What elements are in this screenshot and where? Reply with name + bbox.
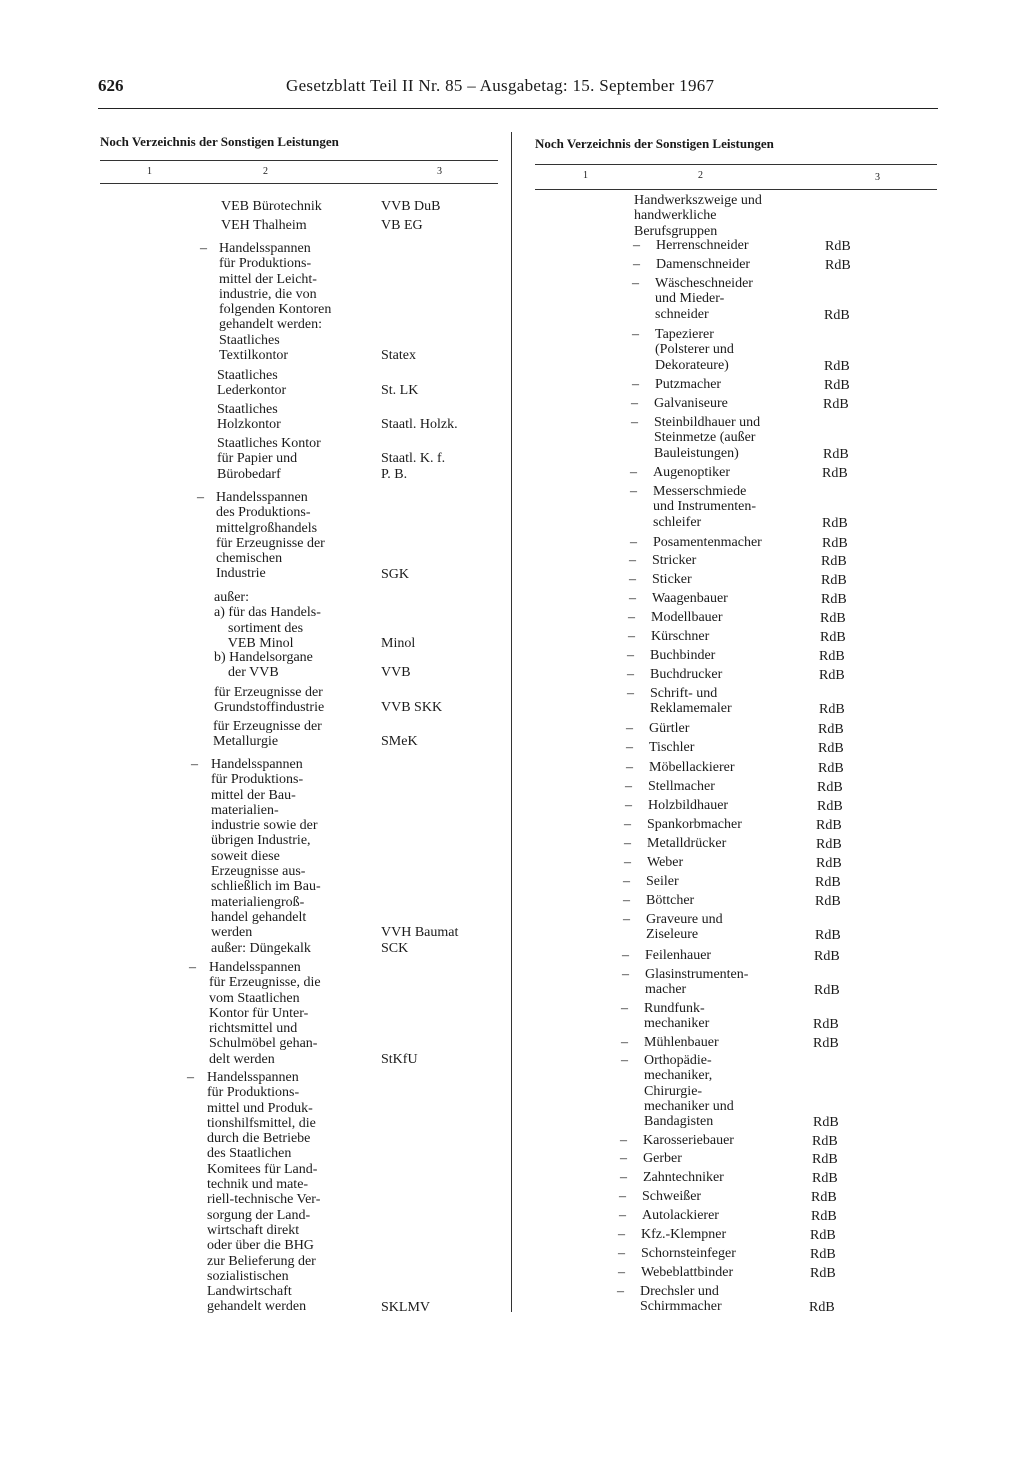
- right-entry-code: RdB: [810, 1266, 836, 1281]
- right-table-header-rule: [535, 189, 937, 190]
- right-entry-code: RdB: [809, 1300, 835, 1316]
- left-entry-text: für Erzeugnisse der Metallurgie: [213, 719, 322, 750]
- right-entry-code: RdB: [813, 1115, 839, 1131]
- right-entry-text: Modellbauer: [651, 610, 723, 625]
- right-entry-code: RdB: [814, 949, 840, 964]
- dash-marker: –: [621, 1035, 628, 1050]
- right-entry-code: RdB: [821, 554, 847, 569]
- left-entry-code: VVB: [381, 665, 411, 681]
- dash-marker: –: [630, 484, 637, 499]
- right-colnum-3: 3: [875, 172, 880, 183]
- dash-marker: –: [622, 967, 629, 982]
- left-entry-text: Staatliches Kontor für Papier und Bürobedarf: [217, 436, 321, 482]
- right-entry-code: RdB: [819, 649, 845, 664]
- column-divider: [511, 132, 512, 1312]
- right-entry-code: RdB: [818, 741, 844, 756]
- left-entry-code: Minol: [381, 635, 416, 651]
- left-colnum-1: 1: [147, 166, 152, 177]
- right-entry-text: Stricker: [652, 553, 697, 568]
- dash-marker: –: [627, 648, 634, 663]
- left-entry-text: für Erzeugnisse der Grundstoffindustrie: [214, 685, 325, 716]
- right-entry-code: RdB: [812, 1171, 838, 1186]
- left-entry-code: Staatl. Holzk.: [381, 417, 458, 433]
- left-entry-text: VEB Bürotechnik: [221, 199, 322, 214]
- left-entry-text: außer: a) für das Handels- sortiment des VEB Minol: [214, 590, 321, 651]
- right-entry-text: Waagenbauer: [652, 591, 728, 606]
- dash-marker: –: [619, 1208, 626, 1223]
- right-entry-code: RdB: [819, 668, 845, 683]
- dash-marker: –: [620, 1151, 627, 1166]
- dash-marker: –: [624, 817, 631, 832]
- dash-marker: –: [629, 572, 636, 587]
- right-entry-code: RdB: [812, 1152, 838, 1167]
- right-entry-code: RdB: [824, 378, 850, 393]
- right-entry-text: Stellmacher: [648, 779, 715, 794]
- right-entry-code: RdB: [813, 1017, 839, 1033]
- right-entry-text: Wäscheschneider und Mieder- schneider: [655, 276, 753, 322]
- right-entry-text: Buchdrucker: [650, 667, 723, 682]
- dash-marker: –: [626, 721, 633, 736]
- right-entry-text: Galvaniseure: [654, 396, 728, 411]
- right-entry-text: Holzbildhauer: [648, 798, 729, 813]
- left-entry-text: Handelsspannen für Erzeugnisse, die vom Staatlichen Kontor für Unter- richtsmittel und Schulmöbel gehan- delt werden: [209, 960, 321, 1067]
- right-entry-text: Feilenhauer: [645, 948, 712, 963]
- right-entry-text: Posamentenmacher: [653, 535, 762, 550]
- right-entry-code: RdB: [820, 611, 846, 626]
- left-entry-text: b) Handelsorgane der VVB: [214, 650, 313, 681]
- dash-marker: –: [623, 893, 630, 908]
- dash-marker: –: [620, 1170, 627, 1185]
- gazette-title: Gesetzblatt Teil II Nr. 85 – Ausgabetag: 15. September 1967: [286, 76, 715, 95]
- right-entry-code: RdB: [810, 1247, 836, 1262]
- dash-marker: –: [632, 327, 639, 342]
- left-entry-code: StKfU: [381, 1051, 418, 1067]
- right-entry-text: Schrift- und Reklamemaler: [650, 686, 732, 717]
- dash-marker: –: [626, 760, 633, 775]
- left-entry-text: VEH Thalheim: [221, 218, 307, 233]
- dash-marker: –: [187, 1070, 194, 1085]
- right-entry-code: RdB: [825, 258, 851, 273]
- right-entry-text: Sticker: [652, 572, 692, 587]
- left-entry-code: VVB DuB: [381, 199, 441, 214]
- dash-marker: –: [621, 1001, 628, 1016]
- left-entry-code: St. LK: [381, 383, 419, 399]
- dash-marker: –: [628, 629, 635, 644]
- right-entry-code: RdB: [823, 446, 849, 462]
- right-entry-text: Böttcher: [646, 893, 695, 908]
- right-entry-code: RdB: [811, 1190, 837, 1205]
- dash-marker: –: [625, 779, 632, 794]
- right-entry-code: RdB: [815, 875, 841, 890]
- page-header: [0, 0, 1024, 112]
- dash-marker: –: [623, 874, 630, 889]
- right-entry-code: RdB: [824, 307, 850, 323]
- page-number: 626: [98, 76, 124, 95]
- left-entry-code: SKLMV: [381, 1299, 431, 1315]
- right-entry-code: RdB: [823, 397, 849, 412]
- dash-marker: –: [618, 1265, 625, 1280]
- right-entry-code: RdB: [815, 894, 841, 909]
- right-entry-code: RdB: [814, 983, 840, 999]
- right-entry-text: Autolackierer: [642, 1208, 719, 1223]
- right-entry-text: Mühlenbauer: [644, 1035, 719, 1050]
- dash-marker: –: [191, 757, 198, 772]
- dash-marker: –: [619, 1189, 626, 1204]
- right-colnum-2: 2: [698, 170, 703, 181]
- right-entry-code: RdB: [813, 1036, 839, 1051]
- left-entry-code: SGK: [381, 566, 410, 582]
- left-entry-text: Staatliches Lederkontor: [217, 368, 287, 399]
- right-entry-text: Graveure und Ziseleure: [646, 912, 723, 943]
- right-entry-code: RdB: [810, 1228, 836, 1243]
- right-entry-code: RdB: [819, 702, 845, 718]
- right-entry-code: RdB: [817, 780, 843, 795]
- right-entry-text: Kfz.-Klempner: [641, 1227, 727, 1242]
- left-entry-text: Handelsspannen für Produktions- mittel der Leicht- industrie, die von folgenden Kontoren gehandelt werden: Staatliches Textilkontor: [219, 241, 332, 364]
- left-entry-text: Staatliches Holzkontor: [217, 402, 281, 433]
- left-entry-code: Statex: [381, 348, 416, 364]
- right-entry-text: Herrenschneider: [656, 238, 749, 253]
- right-entry-code: RdB: [818, 722, 844, 737]
- right-entry-text: Tapezierer (Polsterer und Dekorateure): [655, 327, 734, 373]
- right-entry-text: Schornsteinfeger: [641, 1246, 736, 1261]
- dash-marker: –: [624, 855, 631, 870]
- right-entry-code: RdB: [816, 837, 842, 852]
- right-entry-text: Damenschneider: [656, 257, 751, 272]
- dash-marker: –: [626, 740, 633, 755]
- right-entry-text: Gerber: [643, 1151, 682, 1166]
- dash-marker: –: [622, 948, 629, 963]
- right-entry-text: Putzmacher: [655, 377, 722, 392]
- right-entry-text: Rundfunk- mechaniker: [644, 1001, 710, 1032]
- right-entry-text: Weber: [647, 855, 684, 870]
- dash-marker: –: [617, 1284, 624, 1299]
- dash-marker: –: [631, 415, 638, 430]
- right-entry-code: RdB: [825, 239, 851, 254]
- right-column-title: Noch Verzeichnis der Sonstigen Leistungen: [535, 136, 774, 151]
- right-entry-code: RdB: [824, 358, 850, 374]
- right-entry-code: RdB: [821, 573, 847, 588]
- right-table-top-rule: [535, 164, 937, 165]
- left-colnum-3: 3: [437, 166, 442, 177]
- left-entry-code: VVB SKK: [381, 700, 443, 716]
- right-entry-code: RdB: [812, 1134, 838, 1149]
- dash-marker: –: [618, 1227, 625, 1242]
- right-entry-code: RdB: [820, 630, 846, 645]
- right-entry-code: RdB: [822, 536, 848, 551]
- left-column-title: Noch Verzeichnis der Sonstigen Leistungen: [100, 134, 339, 149]
- left-entry-text: Handelsspannen für Produktions- mittel der Bau- materialien- industrie sowie der übrigen Industrie, soweit diese Erzeugnisse aus- schließlich im Bau- materialiengroß- handel gehandelt werden außer: Düngekalk: [211, 757, 321, 956]
- dash-marker: –: [633, 257, 640, 272]
- dash-marker: –: [621, 1053, 628, 1068]
- right-entry-text: Zahntechniker: [643, 1170, 724, 1185]
- left-table-header-rule: [100, 183, 498, 184]
- right-entry-text: Spankorbmacher: [647, 817, 742, 832]
- left-entry-code: VB EG: [381, 218, 423, 233]
- right-intro-heading: Handwerkszweige und handwerkliche Berufsgruppen: [634, 193, 762, 239]
- dash-marker: –: [629, 591, 636, 606]
- dash-marker: –: [627, 686, 634, 701]
- left-entry-text: Handelsspannen des Produktions- mittelgroßhandels für Erzeugnisse der chemischen Industrie: [216, 490, 325, 582]
- dash-marker: –: [618, 1246, 625, 1261]
- right-entry-text: Drechsler und Schirmmacher: [640, 1284, 722, 1315]
- right-entry-text: Messerschmiede und Instrumenten- schleifer: [653, 484, 757, 530]
- header-rule: [98, 108, 938, 109]
- right-entry-text: Buchbinder: [650, 648, 716, 663]
- right-entry-text: Seiler: [646, 874, 679, 889]
- right-entry-text: Glasinstrumenten- macher: [645, 967, 749, 998]
- dash-marker: –: [625, 798, 632, 813]
- right-entry-text: Orthopädie- mechaniker, Chirurgie- mechaniker und Bandagisten: [644, 1053, 734, 1130]
- right-entry-code: RdB: [816, 856, 842, 871]
- left-table-top-rule: [100, 160, 498, 161]
- dash-marker: –: [633, 238, 640, 253]
- right-entry-code: RdB: [811, 1209, 837, 1224]
- right-entry-text: Steinbildhauer und Steinmetze (außer Bauleistungen): [654, 415, 761, 461]
- left-colnum-2: 2: [263, 166, 268, 177]
- dash-marker: –: [631, 396, 638, 411]
- right-entry-code: RdB: [822, 466, 848, 481]
- dash-marker: –: [620, 1133, 627, 1148]
- right-entry-text: Gürtler: [649, 721, 690, 736]
- dash-marker: –: [630, 535, 637, 550]
- dash-marker: –: [197, 490, 204, 505]
- dash-marker: –: [632, 276, 639, 291]
- dash-marker: –: [628, 610, 635, 625]
- right-entry-text: Schweißer: [642, 1189, 702, 1204]
- right-entry-text: Webeblattbinder: [641, 1265, 734, 1280]
- right-entry-code: RdB: [815, 928, 841, 944]
- dash-marker: –: [200, 241, 207, 256]
- left-entry-code: Staatl. K. f. P. B.: [381, 451, 446, 482]
- dash-marker: –: [629, 553, 636, 568]
- right-entry-text: Tischler: [649, 740, 695, 755]
- dash-marker: –: [630, 465, 637, 480]
- left-entry-code: VVH Baumat SCK: [381, 925, 459, 956]
- left-entry-code: SMeK: [381, 734, 418, 750]
- dash-marker: –: [632, 377, 639, 392]
- dash-marker: –: [623, 912, 630, 927]
- dash-marker: –: [189, 960, 196, 975]
- right-entry-text: Möbellackierer: [649, 760, 735, 775]
- dash-marker: –: [627, 667, 634, 682]
- right-colnum-1: 1: [583, 170, 588, 181]
- right-entry-code: RdB: [818, 761, 844, 776]
- right-entry-text: Augenoptiker: [653, 465, 730, 480]
- right-entry-text: Karosseriebauer: [643, 1133, 734, 1148]
- left-entry-text: Handelsspannen für Produktions- mittel und Produk- tionshilfsmittel, die durch die Betriebe des Staatlichen Komitees für Land- technik und mate- riell-technische Ver- sorgung der Land- wirtschaft direkt oder über die BHG zur Belieferung der sozialistischen Landwirtschaft gehandelt werden: [207, 1070, 321, 1315]
- right-entry-code: RdB: [817, 799, 843, 814]
- dash-marker: –: [624, 836, 631, 851]
- right-entry-text: Metalldrücker: [647, 836, 727, 851]
- right-entry-code: RdB: [816, 818, 842, 833]
- right-entry-text: Kürschner: [651, 629, 710, 644]
- right-entry-code: RdB: [822, 515, 848, 531]
- right-entry-code: RdB: [821, 592, 847, 607]
